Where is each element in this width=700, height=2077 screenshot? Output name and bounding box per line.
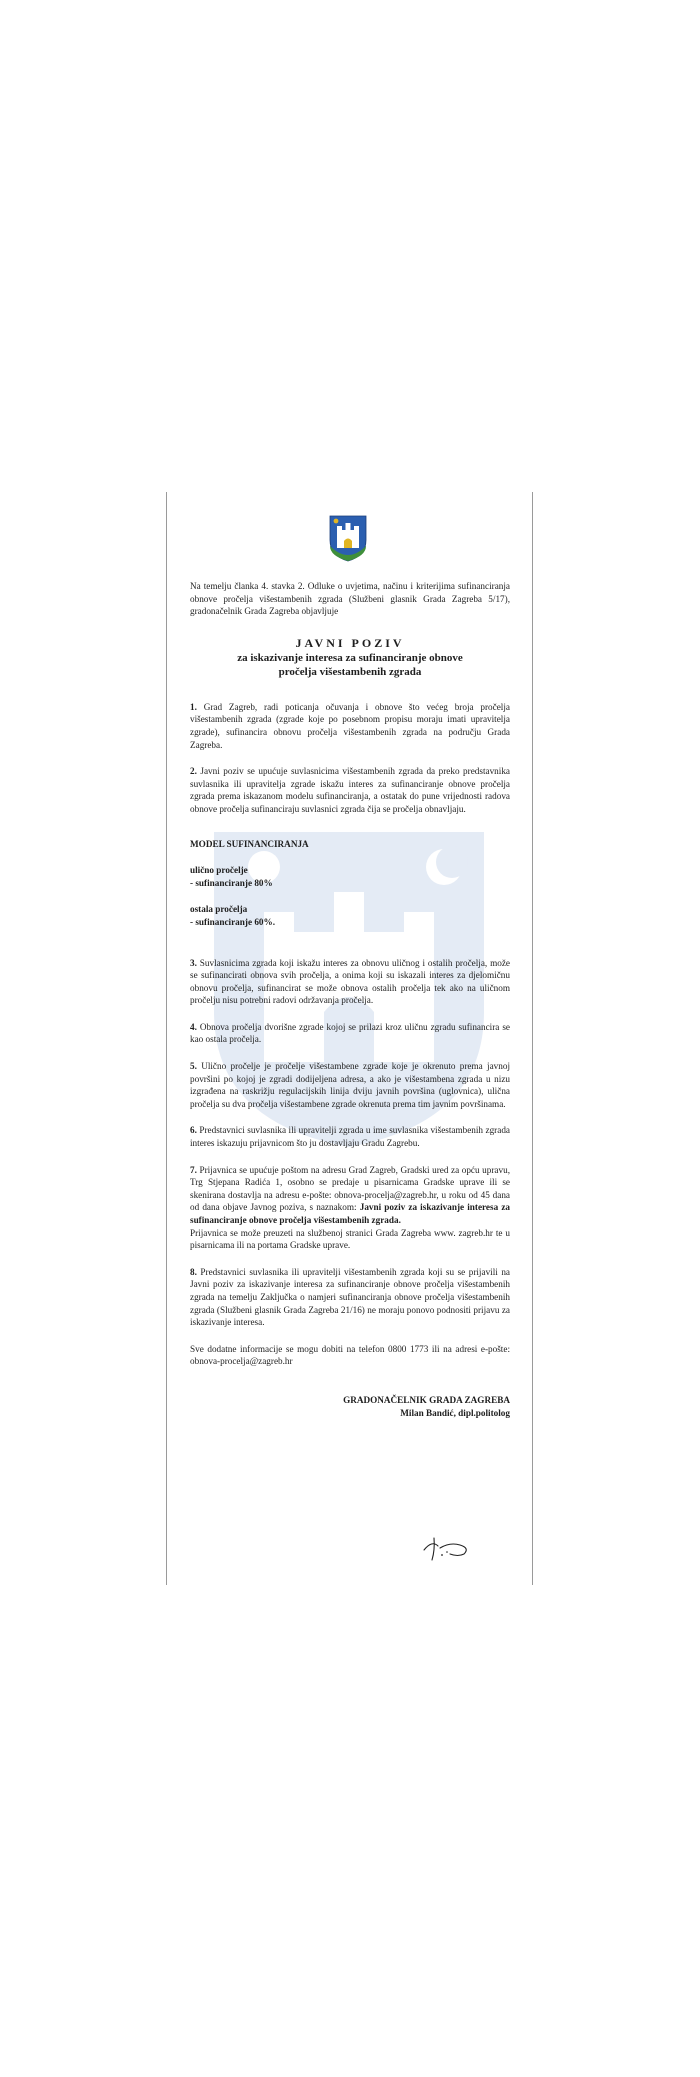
point-number: 4. bbox=[190, 1021, 197, 1032]
handwritten-signature bbox=[420, 1532, 476, 1562]
signatory-office: GRADONAČELNIK GRADA ZAGREBA bbox=[343, 1394, 510, 1405]
document-sheet bbox=[166, 492, 533, 1585]
point-text: Suvlasnicima zgrada koji iskažu interes za obnovu uličnog i ostalih pročelja, može se sufinancirati obnova svih pročelja, a onima koji su iskazali interes za djelomičnu obnovu pročelja, sufinancirat se može obnova ostalih pročelja tek ako na uličnom pročelju nisu potrebni radovi održavanja pročelja. bbox=[190, 957, 510, 1006]
co-financing-model bbox=[190, 864, 510, 928]
point-number: 8. bbox=[190, 1266, 197, 1277]
point-text: Prijavnica se upućuje poštom na adresu Grad Zagreb, Gradski ured za opću upravu, Trg Stjepana Radića 1, osobno se predaje u pisarnicama Gradske uprave ili se skenirana dostavlja na adresu e-pošte: obnova-procelja@zagreb.hr, u roku od 45 dana od dana objave Javnog poziva, s naznakom: bbox=[190, 1164, 510, 1213]
point-number: 6. bbox=[190, 1125, 197, 1136]
point-3 bbox=[190, 957, 510, 1007]
point-number: 1. bbox=[190, 701, 197, 712]
point-text: Predstavnici suvlasnika ili upravitelji zgrada u ime suvlasnika višestambenih zgrada interes iskazuju prijavnicom što ju dostavljaju Gradu Zagrebu. bbox=[190, 1125, 510, 1149]
contact-info: Sve dodatne informacije se mogu dobiti na telefon 0800 1773 ili na adresi e-pošte: obnova-procelja@zagreb.hr bbox=[190, 1343, 510, 1367]
point-2 bbox=[190, 765, 510, 815]
point-text: Javni poziv se upućuje suvlasnicima višestambenih zgrada da preko predstavnika suvlasnika ili upravitelja zgrade iskažu interes za sufinanciranje obnove pročelja zgrada prema iskazanom modelu sufinanciranja, a ostatak do pune vrijednosti radova obnove pročelja sufinanciraju suvlasnici zgrada čija se pročelja obnavljaju. bbox=[190, 766, 510, 814]
point-text: Grad Zagreb, radi poticanja očuvanja i obnove što većeg broja pročelja višestambenih zgrada (zgrade koje po posebnom propisu moraju imati upravitelja zgrade), sufinancira obnovu pročelja višestambenih zgrada na području Grada Zagreba. bbox=[190, 701, 510, 750]
point-number: 5. bbox=[190, 1061, 197, 1072]
point-number: 3. bbox=[190, 957, 197, 968]
street-facade-value: - sufinanciranje 80% bbox=[190, 877, 273, 888]
right-margin-rule bbox=[532, 492, 533, 1585]
document-body bbox=[190, 580, 510, 1419]
document-title bbox=[190, 636, 510, 679]
other-facades-value: - sufinanciranje 60%. bbox=[190, 916, 275, 927]
title-line-1: za iskazivanje interesa za sufinanciranje obnove bbox=[237, 651, 463, 664]
intro-paragraph: Na temelju članka 4. stavka 2. Odluke o uvjetima, načinu i kriterijima sufinanciranja obnove pročelja višestambenih zgrada (Službeni glasnik Grada Zagreba 5/17), gradonačelnik Grada Zagreba objavljuje bbox=[190, 581, 510, 617]
signatory-name: Milan Bandić, dipl.politolog bbox=[400, 1407, 510, 1418]
point-number: 7. bbox=[190, 1164, 197, 1175]
point-8 bbox=[190, 1266, 510, 1329]
point-4 bbox=[190, 1021, 510, 1046]
other-facades-label: ostala pročelja bbox=[190, 904, 248, 915]
left-margin-rule bbox=[166, 492, 167, 1585]
point-number: 2. bbox=[190, 766, 197, 777]
signature-block bbox=[190, 1394, 510, 1419]
title-line-2: pročelja višestambenih zgrada bbox=[278, 665, 422, 678]
point-7-subject: Javni poziv za iskazivanje interesa za sufinanciranje obnove pročelja višestambenih zgrada. bbox=[190, 1202, 510, 1225]
point-5 bbox=[190, 1060, 510, 1110]
point-7-download-info: Prijavnica se može preuzeti na službenoj stranici Grada Zagreba www. zagreb.hr te u pisarnicama ili na portama Gradske uprave. bbox=[190, 1227, 510, 1251]
title-main: JAVNI POZIV bbox=[295, 635, 405, 650]
point-text: Obnova pročelja dvorišne zgrade kojoj se prilazi kroz uličnu zgradu sufinancira se kao ostala pročelja. bbox=[190, 1021, 510, 1045]
point-text: Ulično pročelje je pročelje višestambene zgrade koje je okrenuto prema javnoj površini po kojoj je zgradi dodijeljena adresa, a ako je višestambena zgrada u nizu izgrađena na raskrižju regulacijskih linija dviju javnih površina (uglovnica), ulična pročelja su dva pročelja višestambene zgrade okrenuta prema tim javnim površinama. bbox=[190, 1061, 510, 1109]
point-text: Predstavnici suvlasnika ili upravitelji višestambenih zgrada koji su se prijavili na Javni poziv za iskazivanje interesa za sufinanciranje obnove pročelja višestambenih zgrada na temelju Zaključka o namjeri sufinanciranja obnove pročelja višestambenih zgrada (Službeni glasnik Grada Zagreba 21/16) ne moraju ponovo podnositi prijavu za iskazivanje interesa. bbox=[190, 1266, 510, 1328]
point-1 bbox=[190, 701, 510, 751]
street-facade-label: ulično pročelje bbox=[190, 865, 248, 876]
point-7 bbox=[190, 1164, 510, 1252]
model-heading: MODEL SUFINANCIRANJA bbox=[190, 838, 309, 849]
zagreb-coat-of-arms-icon bbox=[328, 514, 368, 562]
point-6 bbox=[190, 1124, 510, 1149]
